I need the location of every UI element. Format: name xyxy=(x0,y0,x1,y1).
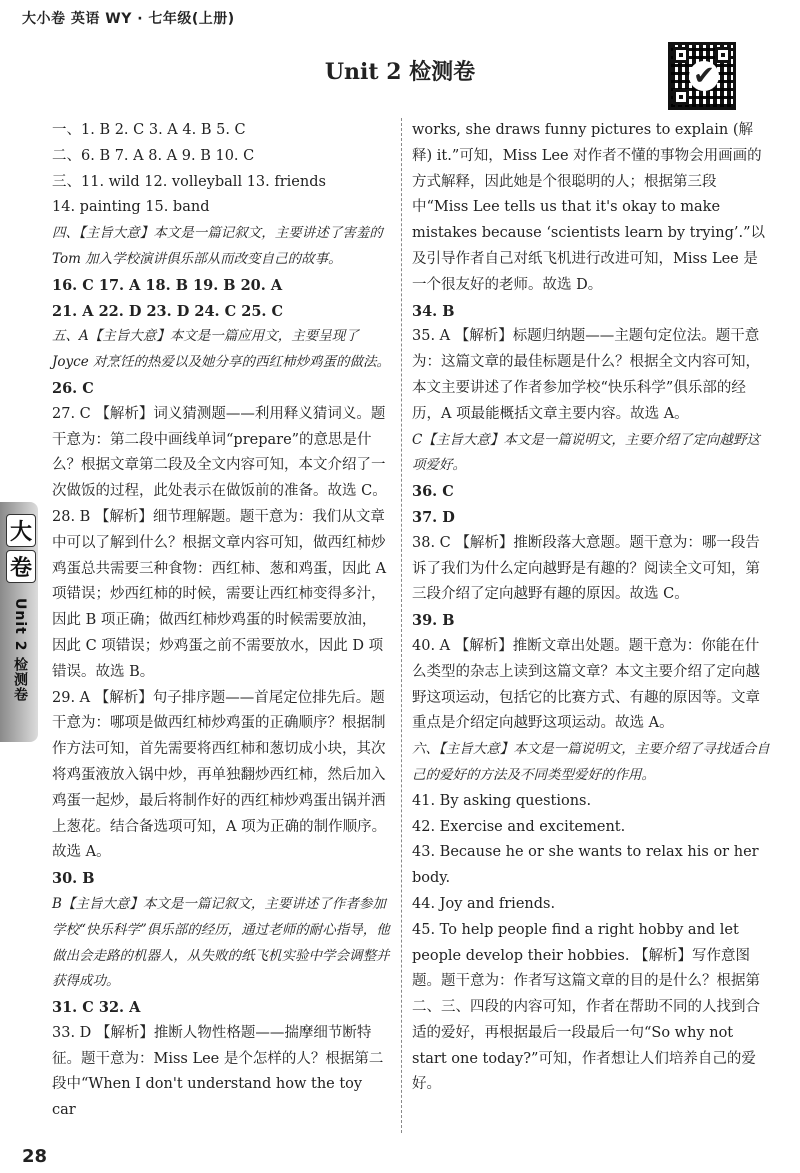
answer-item: 29. A 【解析】句子排序题——首尾定位排先后。题干意为：哪项是做西红柿炒鸡蛋的正确顺序？根据制作方法可知，首先需要将西红柿和葱切成小块，其次将鸡蛋液放入锅中炒，再单独翻炒西红柿，然后加入鸡蛋一起炒，最后将制作好的西红柿炒鸡蛋出锅并洒上葱花。结合备选项可知，A 项为正确的制作顺序。故选 A。 xyxy=(52,689,387,861)
page-title: Unit 2 检测卷 xyxy=(324,59,476,85)
answer-item: 21. A 22. D 23. D 24. C 25. C xyxy=(52,302,284,320)
answer-item: 五、A【主旨大意】本文是一篇应用文，主要呈现了 Joyce 对烹饪的热爱以及她分享的西红柿炒鸡蛋的做法。 xyxy=(52,328,391,371)
answer-item: 42. Exercise and excitement. xyxy=(412,818,626,835)
answer-item: 40. A 【解析】推断文章出处题。题干意为：你能在什么类型的杂志上读到这篇文章？本文主要介绍了定向越野这项运动，包括它的比赛方式、有趣的原因等。文章重点是介绍定向越野这项运动。故选 A。 xyxy=(412,637,760,732)
answer-item: 30. B xyxy=(52,870,95,888)
checkmark-icon: ✔ xyxy=(689,61,719,91)
answer-item: 27. C 【解析】词义猜测题——利用释义猜词义。题干意为：第二段中画线单词“prepare”的意思是什么？根据文章第二段及全文内容可知，本文介绍了一次做饭的过程，此处表示在做饭前的准备。故选 C。 xyxy=(52,405,387,500)
answer-item: 39. B xyxy=(412,612,455,630)
answer-item: 16. C 17. A 18. B 19. B 20. A xyxy=(52,276,283,294)
answer-item: 二、6. B 7. A 8. A 9. B 10. C xyxy=(52,147,255,164)
answer-item: 45. To help people find a right hobby and let people develop their hobbies. 【解析】写作意图题。题干意为：作者写这篇文章的目的是什么？根据第二、三、四段的内容可知，作者在帮助不同的人找到合适的爱好，再根据最后一段最后一句“So why not start one today?”可知，作者想让人们培养自己的爱好。 xyxy=(412,921,760,1093)
answer-item: 四、【主旨大意】本文是一篇记叙文，主要讲述了害羞的 Tom 加入学校演讲俱乐部从而改变自己的故事。 xyxy=(52,225,383,267)
answer-item: 41. By asking questions. xyxy=(412,792,592,809)
side-tab-label: Unit 2 检测卷 xyxy=(12,598,28,703)
answer-item: 33. D 【解析】推断人物性格题——揣摩细节断特征。题干意为：Miss Lee 是个怎样的人？根据第二段中“When I don't understand how the toy car xyxy=(52,1024,384,1119)
answer-item: 一、1. B 2. C 3. A 4. B 5. C xyxy=(52,122,246,138)
answer-item: 31. C 32. A xyxy=(52,999,141,1017)
answer-item: 34. B xyxy=(412,302,455,320)
page-number: 28 xyxy=(22,1146,48,1167)
answer-item: 35. A 【解析】标题归纳题——主题句定位法。题干意为：这篇文章的最佳标题是什么？根据全文内容可知，本文主要讲述了作者参加学校“快乐科学”俱乐部的经历，A 项最能概括文章主要内容。故选 A。 xyxy=(412,328,760,422)
left-column xyxy=(52,118,390,1124)
side-tab xyxy=(0,502,38,742)
answer-item: 44. Joy and friends. xyxy=(412,895,556,912)
answer-item: 26. C xyxy=(52,379,94,397)
answer-item: 36. C xyxy=(412,483,454,501)
answer-item: 38. C 【解析】推断段落大意题。题干意为：哪一段告诉了我们为什么定向越野是有趣的？阅读全文可知，第三段介绍了定向越野有趣的原因。故选 C。 xyxy=(412,534,760,603)
side-tab-char: 大 xyxy=(6,514,36,547)
answer-item: 43. Because he or she wants to relax his or her body. xyxy=(412,844,759,887)
answer-item: works, she draws funny pictures to explain (解释) it.”可知，Miss Lee 对作者不懂的事物会用画画的方式解释，因此她是个很聪明的人；根据第三段中“Miss Lee tells us that it's okay to make mistakes because ‘scientists learn by trying’.”以及引导作者自己对纸飞机进行改进可知，Miss Lee 是一个很友好的老师。故选 D。 xyxy=(412,122,765,293)
answer-item: 六、【主旨大意】本文是一篇说明文，主要介绍了寻找适合自己的爱好的方法及不同类型爱好的作用。 xyxy=(412,741,770,783)
column-divider xyxy=(401,118,402,1133)
answer-item: 37. D xyxy=(412,508,455,526)
answer-item: 14. painting 15. band xyxy=(52,199,210,216)
answer-item: C【主旨大意】本文是一篇说明文，主要介绍了定向越野这项爱好。 xyxy=(412,431,760,474)
answer-item: 三、11. wild 12. volleyball 13. friends xyxy=(52,173,326,190)
right-column xyxy=(412,118,772,1098)
qr-finder-icon xyxy=(673,89,689,105)
qr-finder-icon xyxy=(715,47,731,63)
qr-code[interactable] xyxy=(668,42,736,110)
qr-finder-icon xyxy=(673,47,689,63)
answer-item: 28. B 【解析】细节理解题。题干意为：我们从文章中可以了解到什么？根据文章内容可知，做西红柿炒鸡蛋总共需要三种食物：西红柿、葱和鸡蛋，因此 A 项错误；炒西红柿的时候，需要让西红柿变得多汁，因此 B 项正确；做西红柿炒鸡蛋的时候需要放油，因此 C 项错误；炒鸡蛋之前不需要放水，因此 D 项错误。故选 B。 xyxy=(52,508,387,680)
side-tab-char: 卷 xyxy=(6,550,36,583)
running-header: 大小卷 英语 WY · 七年级(上册) xyxy=(22,11,235,27)
answer-item: B【主旨大意】本文是一篇记叙文，主要讲述了作者参加学校“快乐科学”俱乐部的经历，通过老师的耐心指导，他做出会走路的机器人，从失败的纸飞机实验中学会调整并获得成功。 xyxy=(52,895,390,990)
